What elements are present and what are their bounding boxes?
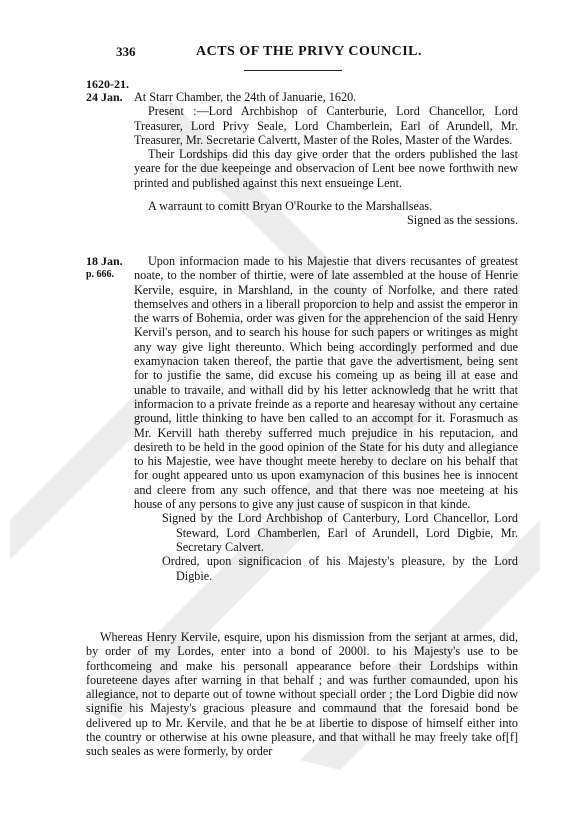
margin-date-24-jan: 24 Jan.: [86, 90, 123, 104]
header-rule: [244, 70, 342, 71]
margin-page-ref: p. 666.: [86, 269, 115, 280]
warrant-line: A warraunt to comitt Bryan O'Rourke to the Marshallseas.: [148, 199, 433, 214]
margin-date-18-jan: 18 Jan.: [86, 254, 123, 268]
entry-kervile-informacion: [134, 254, 518, 583]
margin-year: 1620-21.: [86, 77, 129, 91]
kervile-ordred: Ordred, upon significacion of his Majesty's pleasure, by the Lord Digbie.: [162, 554, 518, 583]
entry-starr-chamber: [134, 90, 518, 228]
lent-order: Their Lordships did this day give order that the orders published the last yeare for the due keepeinge and observacion of Lent bee nowe forthwith new printed and published against this next ensueinge Lent.: [134, 147, 518, 190]
page-header: [86, 44, 526, 64]
present-list: Present :—Lord Archbishop of Canterburie, Lord Chancellor, Lord Treasurer, Lord Privy Seale, Lord Chamberlein, Earl of Arundell, Mr. Treasurer, Mr. Secretarie Calvertt, Master of the Roles, Master of the Wardes.: [134, 104, 518, 147]
bond-body: Whereas Henry Kervile, esquire, upon his dismission from the serjant at armes, did, by order of my Lordes, enter into a bond of 2000l. to his Majesty's use to be forthcomeing and make his personall appearance before their Lordships within foureteene dayes after warning in that behalf ; and was further comaunded, upon his allegiance, not to departe out of towne without speciall order ; the Lord Digbie did now signifie his Majesty's gracious pleasure and commaund that the foresaid bond be delivered up to Mr. Kervile, and that he be at libertie to dispose of himself either into the country or otherwise at his owne pleasure, and that withall he may freely take of[f] such seales as were formerly, by order: [86, 630, 518, 759]
page-number: 336: [116, 44, 136, 59]
warrant-signed: Signed as the sessions.: [406, 213, 518, 228]
kervile-body: Upon informacion made to his Majestie that divers recusantes of greatest noate, to the nomber of thirtie, were of late assembled at the house of Henrie Kervile, esquire, in Marshland, in the county of Norfolke, and there rated themselves and others in a liberall proporcion to help and assist the emperor in the warrs of Bohemia, order was given for the apprehencion of the said Henry Kervil's person, and to search his house for such papers or writinges as might any way give light thereunto. Which being accordingly performed and due examynacion taken thereof, the partie that gave the advertisment, being sent for to justifie the same, did excuse his comeing up as being ill at ease and unable to travaile, and withall did by his letter acknowledg that he writt that informacion to a private freinde as a reporte and hearesay without any certaine ground, little thinking to have ben called to an accompt for it. Forasmuch as Mr. Kervill hath thereby sufferred much prejudice in his reputacion, and desireth to be held in the good opinion of the State for his duty and allegiance to his Majestie, wee have thought meete hereby to declare on his behalf that for ought appeared unto us upon examynacion of this busines hee is innocent and cleere from any such offence, and that there was noe meeteing at his house of any persons to give any just cause of suspicon in that kinde.: [134, 254, 518, 512]
entry-heading: At Starr Chamber, the 24th of Januarie, 1620.: [134, 90, 357, 104]
entry-kervile-bond: [86, 630, 518, 759]
kervile-signed: Signed by the Lord Archbishop of Canterbury, Lord Chancellor, Lord Steward, Lord Chamberlen, Earl of Arundell, Lord Digbie, Mr. Secretary Calvert.: [162, 511, 518, 554]
running-title: ACTS OF THE PRIVY COUNCIL.: [196, 44, 423, 59]
